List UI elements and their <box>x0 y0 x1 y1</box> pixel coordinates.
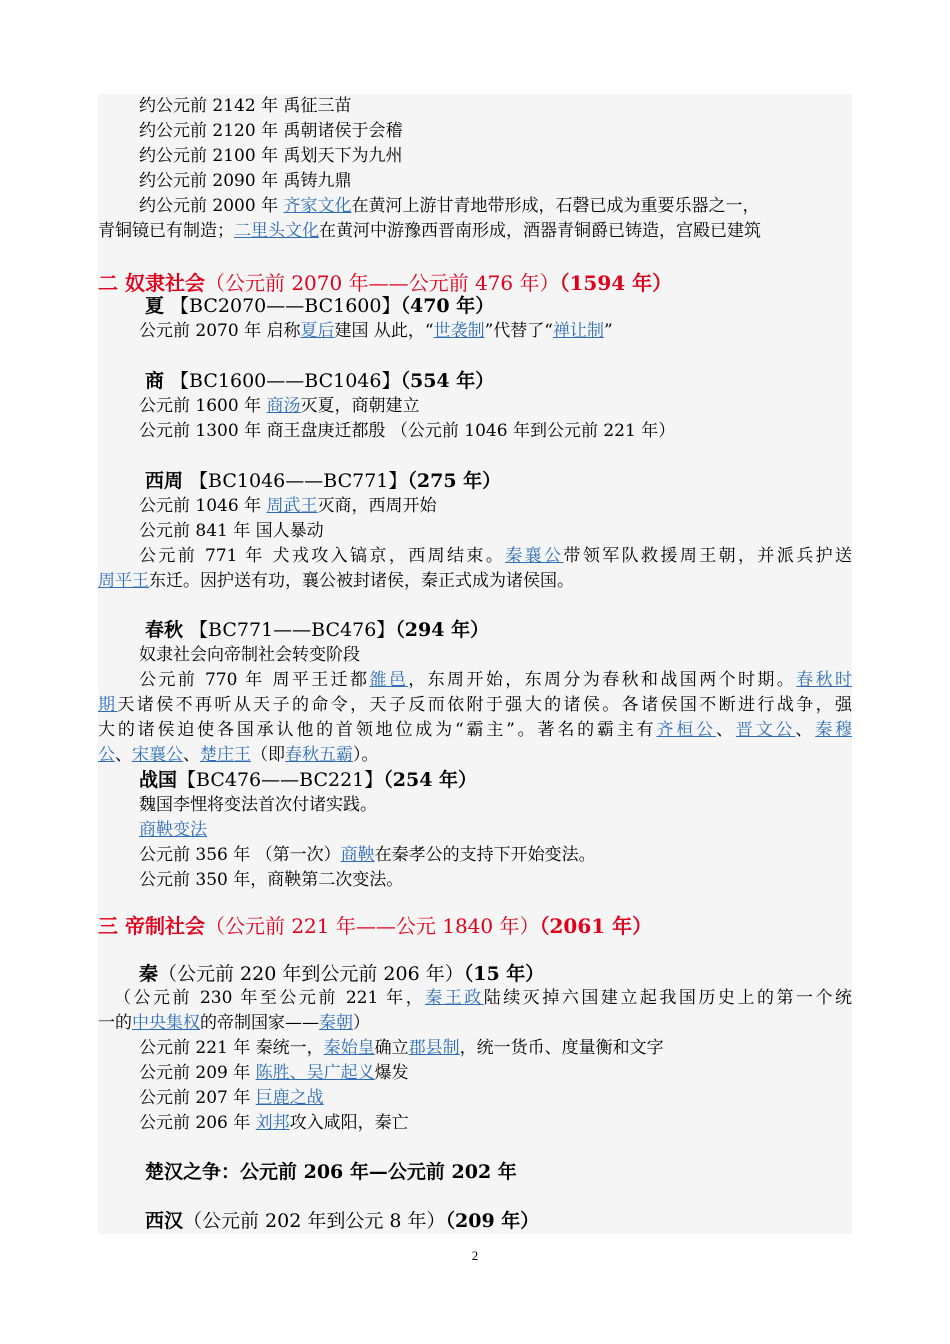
text-line: 公元前 1300 年 商王盘庚迁都殷 （公元前 1046 年到公元前 221 年） <box>139 421 676 441</box>
link-spring-autumn-period-cont[interactable]: 期 <box>98 695 118 715</box>
text-line: 公元前 207 年 巨鹿之战 <box>139 1088 324 1108</box>
text-line: 一的中央集权的帝制国家——秦朝） <box>98 1013 370 1033</box>
text-line: 公元前 2070 年 启称夏后建国 从此，“世袭制”代替了“禅让制” <box>139 321 613 341</box>
text-line: 公元前 1600 年 商汤灭夏，商朝建立 <box>139 396 420 416</box>
text-line <box>98 818 852 843</box>
link-liu-bang[interactable]: 刘邦 <box>255 1113 290 1133</box>
dynasty-heading-xia: 夏 【BC2070——BC1600】（470 年） <box>145 295 495 317</box>
link-king-zhuang-of-chu[interactable]: 楚庄王 <box>200 745 251 765</box>
link-duke-mu-of-qin[interactable]: 秦穆 <box>815 720 852 740</box>
text-line: 公、宋襄公、楚庄王（即春秋五霸）。 <box>98 745 379 765</box>
link-duke-mu-of-qin-cont[interactable]: 公 <box>98 745 115 765</box>
link-chen-sheng-wu-guang-uprising[interactable]: 陈胜、吴广起义 <box>255 1063 375 1083</box>
text-line: 大的诸侯迫使各国承认他的首领地位成为“霸主”。著名的霸主有齐桓公、晋文公、秦穆 <box>98 720 852 740</box>
page-number: 2 <box>471 1248 479 1263</box>
link-luoyi[interactable]: 雒邑 <box>369 670 409 690</box>
dynasty-heading-western-zhou: 西周 【BC1046——BC771】（275 年） <box>145 470 502 492</box>
link-qijia-culture[interactable]: 齐家文化 <box>283 196 352 216</box>
link-king-wu-of-zhou[interactable]: 周武王 <box>266 496 318 516</box>
link-xiahou[interactable]: 夏后 <box>300 321 335 341</box>
dynasty-heading-spring-autumn: 春秋 【BC771——BC476】（294 年） <box>145 619 490 641</box>
link-hereditary-system[interactable]: 世袭制 <box>433 321 485 341</box>
link-shang-yang-reform[interactable]: 商鞅变法 <box>139 820 207 840</box>
text-line: 青铜镜已有制造；二里头文化在黄河中游豫西晋南形成，酒器青铜爵已铸造，宫殿已建筑 <box>98 221 761 241</box>
link-shang-yang[interactable]: 商鞅 <box>340 845 375 865</box>
link-qin-dynasty[interactable]: 秦朝 <box>319 1013 353 1033</box>
text-line: 公元前 841 年 国人暴动 <box>139 521 324 541</box>
link-battle-of-julu[interactable]: 巨鹿之战 <box>255 1088 324 1108</box>
link-centralization[interactable]: 中央集权 <box>132 1013 200 1033</box>
text-line: 约公元前 2000 年 齐家文化在黄河上游甘青地带形成，石磬已成为重要乐器之一， <box>139 196 760 216</box>
text-line: 周平王东迁。因护送有功，襄公被封诸侯，秦正式成为诸侯国。 <box>98 571 574 591</box>
link-king-zheng-of-qin[interactable]: 秦王政 <box>425 988 484 1008</box>
section-heading-slave-society: 二 奴隶社会（公元前 2070 年——公元前 476 年）（1594 年） <box>98 271 673 295</box>
text-line: 公元前 356 年 （第一次）商鞅在秦孝公的支持下开始变法。 <box>139 845 596 865</box>
dynasty-heading-shang: 商 【BC1600——BC1046】（554 年） <box>145 370 495 392</box>
link-qin-shi-huang[interactable]: 秦始皇 <box>323 1038 375 1058</box>
text-line: 公元前 221 年 秦统一，秦始皇确立郡县制，统一货币、度量衡和文字 <box>139 1038 664 1058</box>
page-content <box>98 94 852 1234</box>
link-duke-xiang-of-song[interactable]: 宋襄公 <box>132 745 183 765</box>
text-line: 奴隶社会向帝制社会转变阶段 <box>139 645 360 665</box>
link-duke-huan-of-qi[interactable]: 齐桓公 <box>656 720 717 740</box>
text-line: 期天诸侯不再听从天子的命令，天子反而依附于强大的诸侯。各诸侯国不断进行战争，强 <box>98 695 852 715</box>
link-commandery-county-system[interactable]: 郡县制 <box>408 1038 460 1058</box>
link-duke-wen-of-jin[interactable]: 晋文公 <box>735 720 796 740</box>
link-king-ping-of-zhou[interactable]: 周平王 <box>98 571 149 591</box>
text-line: 约公元前 2100 年 禹划天下为九州 <box>139 146 403 166</box>
link-shang-tang[interactable]: 商汤 <box>266 396 301 416</box>
text-line: 公元前 206 年 刘邦攻入咸阳，秦亡 <box>139 1113 409 1133</box>
text-line: 约公元前 2120 年 禹朝诸侯于会稽 <box>139 121 403 141</box>
heading-chu-han-contention: 楚汉之争：公元前 206 年—公元前 202 年 <box>145 1161 517 1183</box>
dynasty-heading-qin: 秦（公元前 220 年到公元前 206 年）（15 年） <box>139 963 545 985</box>
link-five-hegemons[interactable]: 春秋五霸 <box>285 745 353 765</box>
dynasty-heading-western-han: 西汉（公元前 202 年到公元 8 年）（209 年） <box>145 1210 540 1232</box>
text-line: 公元前 1046 年 周武王灭商，西周开始 <box>139 496 437 516</box>
text-line: 约公元前 2090 年 禹铸九鼎 <box>139 171 352 191</box>
text-line: 公元前 770 年 周平王迁都雒邑，东周开始，东周分为春秋和战国两个时期。春秋时 <box>139 670 852 690</box>
text-line: 公元前 350 年，商鞅第二次变法。 <box>139 870 404 890</box>
text-line: 约公元前 2142 年 禹征三苗 <box>139 96 352 116</box>
dynasty-heading-warring-states: 战国【BC476——BC221】（254 年） <box>139 769 478 791</box>
section-heading-imperial-society: 三 帝制社会（公元前 221 年——公元 1840 年）（2061 年） <box>98 914 653 938</box>
link-duke-xiang-of-qin[interactable]: 秦襄公 <box>505 546 564 566</box>
text-line: 魏国李悝将变法首次付诸实践。 <box>139 795 377 815</box>
link-erlitou-culture[interactable]: 二里头文化 <box>234 221 319 241</box>
text-line: 公元前 209 年 陈胜、吴广起义爆发 <box>139 1063 409 1083</box>
text-line: （公元前 230 年至公元前 221 年，秦王政陆续灭掉六国建立起我国历史上的第一个统 <box>114 988 852 1008</box>
link-abdication-system[interactable]: 禅让制 <box>552 321 604 341</box>
link-spring-autumn-period[interactable]: 春秋时 <box>796 670 852 690</box>
text-line: 公元前 771 年 犬戎攻入镐京，西周结束。秦襄公带领军队救援周王朝，并派兵护送 <box>139 546 852 566</box>
